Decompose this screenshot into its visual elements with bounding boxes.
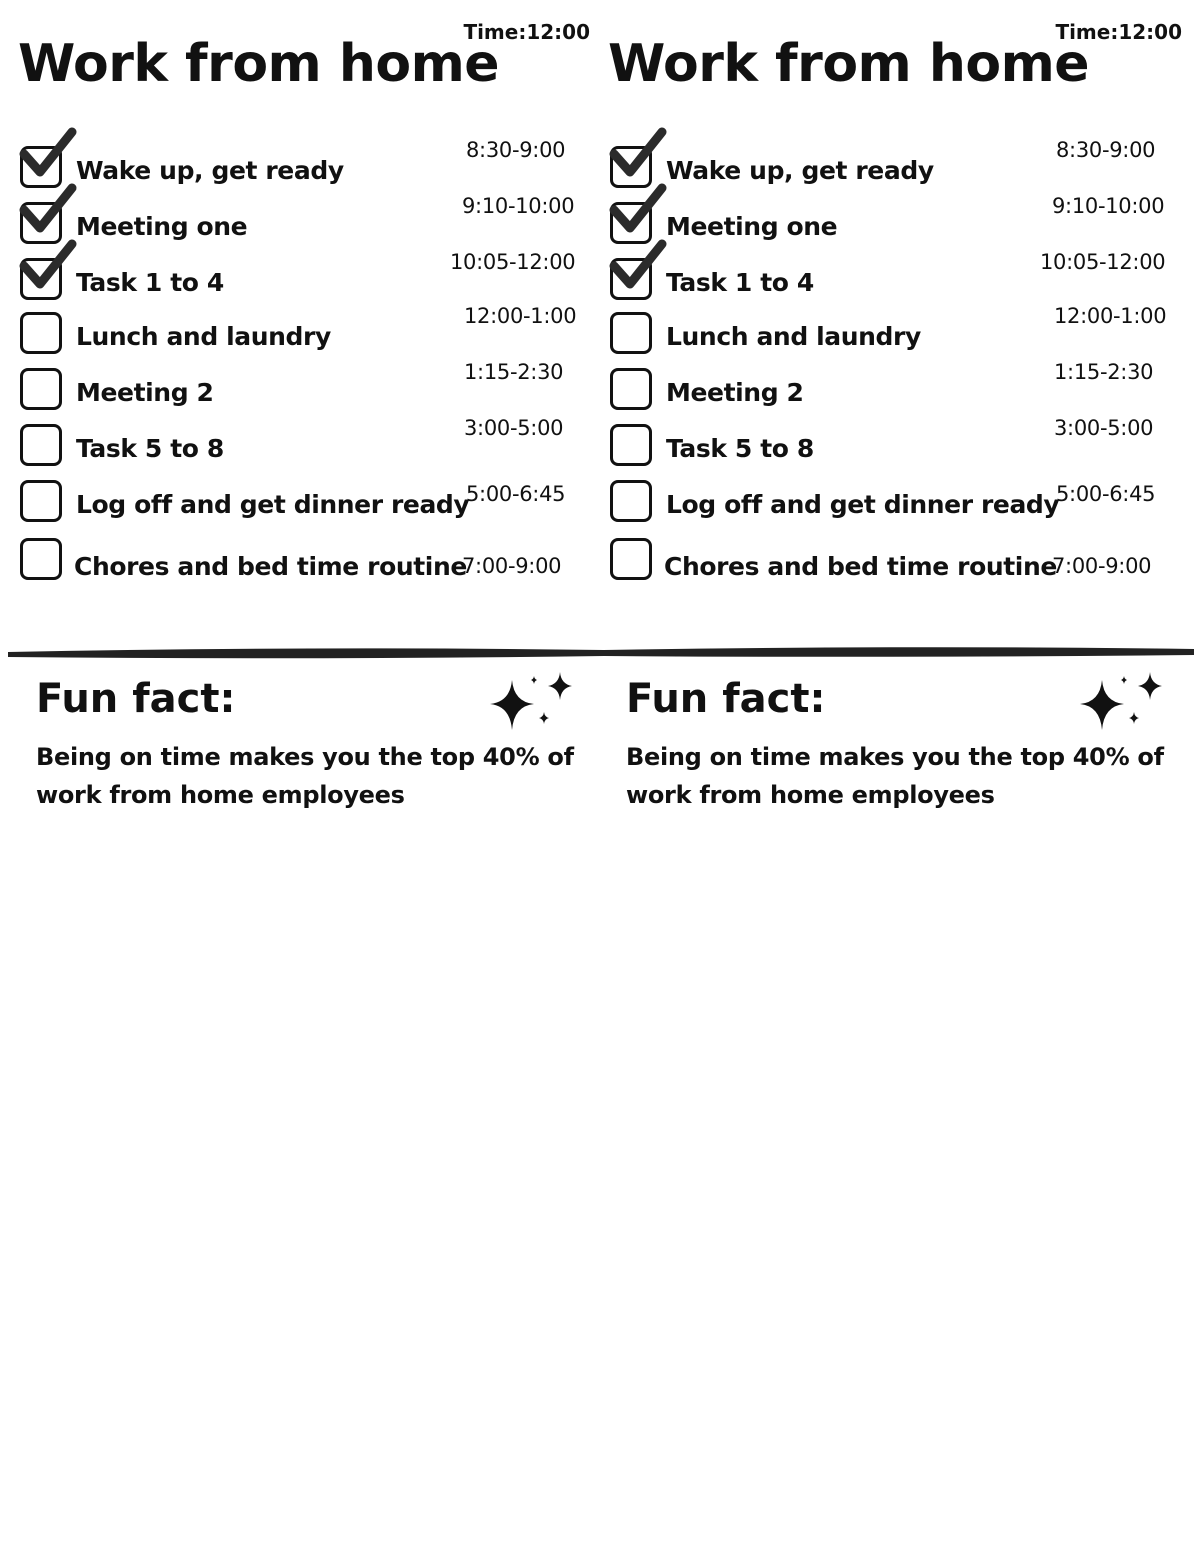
task-time: 7:00-9:00 — [1052, 554, 1152, 578]
task-label: Meeting 2 — [666, 378, 804, 407]
task-time: 10:05-12:00 — [450, 250, 576, 274]
task-item — [608, 250, 1178, 304]
checkmark-icon — [606, 128, 668, 190]
task-label: Lunch and laundry — [76, 322, 331, 351]
fun-fact-text: Being on time makes you the top 40% of work from home employees — [626, 743, 1164, 809]
task-item — [608, 538, 1178, 584]
task-time: 5:00-6:45 — [466, 482, 566, 506]
page-title: Work from home — [608, 34, 1090, 94]
checkbox-icon[interactable] — [610, 424, 652, 466]
task-label: Chores and bed time routine — [664, 552, 1057, 581]
task-time: 9:10-10:00 — [462, 194, 575, 218]
checkbox-icon[interactable] — [610, 480, 652, 522]
checkbox-icon[interactable] — [20, 538, 62, 580]
checkmark-icon — [16, 240, 78, 302]
task-label: Wake up, get ready — [666, 156, 934, 185]
task-label: Meeting one — [76, 212, 248, 241]
time-label: Time:12:00 — [1055, 20, 1182, 44]
schedule-card-left — [0, 0, 590, 820]
task-label: Chores and bed time routine — [74, 552, 467, 581]
task-item — [18, 480, 588, 526]
task-label: Log off and get dinner ready — [76, 490, 470, 519]
checkmark-icon — [16, 184, 78, 246]
task-label: Task 1 to 4 — [666, 268, 814, 297]
sparkle-icon — [1078, 668, 1168, 738]
time-label: Time:12:00 — [463, 20, 590, 44]
task-label: Task 5 to 8 — [666, 434, 814, 463]
task-item — [18, 360, 588, 414]
checkbox-icon[interactable] — [20, 480, 62, 522]
task-item — [608, 360, 1178, 414]
checkbox-icon[interactable] — [610, 312, 652, 354]
task-label: Log off and get dinner ready — [666, 490, 1060, 519]
task-item — [18, 304, 588, 358]
checkbox-icon[interactable] — [610, 538, 652, 580]
checkbox-icon[interactable] — [20, 368, 62, 410]
fun-fact-title: Fun fact: — [36, 676, 236, 722]
checkbox-icon[interactable] — [20, 424, 62, 466]
task-time: 8:30-9:00 — [466, 138, 566, 162]
task-item — [608, 138, 1178, 192]
divider — [6, 640, 1196, 664]
task-time: 1:15-2:30 — [464, 360, 564, 384]
task-item — [608, 480, 1178, 526]
task-item — [608, 194, 1178, 248]
task-label: Wake up, get ready — [76, 156, 344, 185]
task-item — [18, 538, 588, 584]
task-item — [18, 138, 588, 192]
task-label: Meeting 2 — [76, 378, 214, 407]
schedule-card-right — [590, 0, 1180, 820]
task-item — [18, 416, 588, 470]
sparkle-icon — [488, 668, 578, 738]
task-item — [608, 304, 1178, 358]
page-title: Work from home — [18, 34, 500, 94]
task-time: 3:00-5:00 — [1054, 416, 1154, 440]
task-time: 8:30-9:00 — [1056, 138, 1156, 162]
task-time: 3:00-5:00 — [464, 416, 564, 440]
checkmark-icon — [606, 184, 668, 246]
task-item — [18, 194, 588, 248]
task-time: 5:00-6:45 — [1056, 482, 1156, 506]
checkmark-icon — [606, 240, 668, 302]
task-label: Task 1 to 4 — [76, 268, 224, 297]
fun-fact-title: Fun fact: — [626, 676, 826, 722]
checkmark-icon — [16, 128, 78, 190]
checkbox-icon[interactable] — [20, 312, 62, 354]
task-label: Task 5 to 8 — [76, 434, 224, 463]
task-label: Lunch and laundry — [666, 322, 921, 351]
task-time: 12:00-1:00 — [1054, 304, 1167, 328]
task-time: 10:05-12:00 — [1040, 250, 1166, 274]
task-time: 7:00-9:00 — [462, 554, 562, 578]
task-label: Meeting one — [666, 212, 838, 241]
checkbox-icon[interactable] — [610, 368, 652, 410]
task-item — [18, 250, 588, 304]
task-time: 1:15-2:30 — [1054, 360, 1154, 384]
task-time: 12:00-1:00 — [464, 304, 577, 328]
task-time: 9:10-10:00 — [1052, 194, 1165, 218]
fun-fact-text: Being on time makes you the top 40% of work from home employees — [36, 743, 574, 809]
task-item — [608, 416, 1178, 470]
